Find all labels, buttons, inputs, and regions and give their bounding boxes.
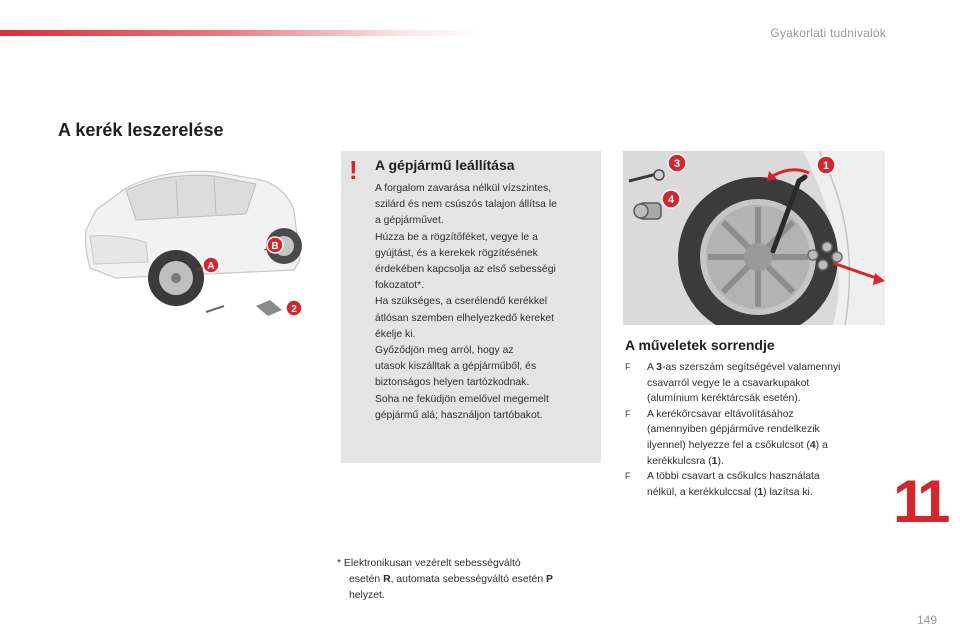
footnote-line: * Elektronikusan vezérelt sebességváltó [337, 558, 521, 569]
step-line: A többi csavart a csőkulcs használata [647, 471, 820, 483]
warning-line: átlósan szemben elhelyezkedő kereket [375, 312, 555, 324]
list-item [625, 407, 895, 469]
warning-line: fokozatot*. [375, 280, 425, 292]
header-accent-bar [0, 30, 480, 36]
step-line: A 3-as szerszám segítségével valamennyi [647, 362, 841, 373]
wheel-callout-1: 1 [822, 160, 830, 172]
car-callout-2: 2 [291, 304, 297, 315]
warning-line: Soha ne feküdjön emelővel megemelt [375, 393, 549, 405]
list-item [625, 360, 895, 407]
step-line: csavarról vegye le a csavarkupakot [647, 377, 810, 389]
chapter-number: 11 [893, 468, 945, 535]
warning-title: A gépjármű leállítása [375, 157, 515, 173]
step-line: A kerékőrcsavar eltávolításához [647, 408, 794, 420]
step-line: (alumínium keréktárcsák esetén). [647, 393, 801, 405]
step-line: (amennyiben gépjárműve rendelkezik [647, 424, 820, 436]
step-bullet-icon: F [625, 471, 631, 482]
steps-title: A műveletek sorrendje [625, 337, 775, 353]
car-callout-b: B [271, 241, 279, 252]
warning-line: gépjármű alá; használjon tartóbakot. [375, 409, 543, 421]
warning-line: Ha szükséges, a cserélendő kerékkel [375, 296, 548, 308]
warning-box [341, 151, 601, 463]
warning-line: gyújtást, és a kerekek rögzítésének [375, 247, 538, 259]
warning-body [375, 181, 595, 424]
step-line: nélkül, a kerékkulccsal (1) lazítsa ki. [647, 486, 813, 498]
footnote [337, 556, 607, 604]
warning-line: utasok kiszálltak a gépjárműből, és [375, 361, 537, 373]
car-illustration [56, 150, 306, 330]
warning-line: A forgalom zavarása nélkül vízszintes, [375, 183, 552, 194]
page-title: A kerék leszerelése [58, 120, 224, 140]
chapter-header-title: Gyakorlati tudnivalók [770, 26, 886, 40]
warning-line: érdekében kapcsolja az első sebességi [375, 264, 556, 276]
step-bullet-icon: F [625, 362, 631, 372]
warning-line: a gépjárművet. [375, 215, 444, 227]
warning-line: Győződjön meg arról, hogy az [375, 345, 514, 357]
warning-line: szilárd és nem csúszós talajon állítsa le [375, 199, 557, 211]
warning-line: biztonságos helyen tartózkodnak. [375, 377, 530, 389]
wheel-callout-4: 4 [667, 194, 675, 206]
wheel-illustration [623, 151, 885, 325]
list-item [625, 469, 895, 500]
wheel-callout-3: 3 [673, 158, 681, 170]
footnote-line: helyzet. [349, 590, 385, 601]
warning-exclamation-icon: ! [349, 155, 358, 185]
step-line: ilyennel) helyezze fel a csőkulcsot (4) a [647, 439, 828, 451]
footnote-line: esetén R, automata sebességváltó esetén P [349, 574, 553, 585]
step-line: kerékkulcsra (1). [647, 455, 724, 467]
steps-list [625, 360, 895, 500]
page-number: 149 [917, 613, 938, 627]
warning-line: ékelje ki. [375, 328, 416, 340]
warning-line: Húzza be a rögzítőféket, vegye le a [375, 231, 538, 243]
car-callout-a: A [207, 261, 215, 272]
step-bullet-icon: F [625, 408, 631, 419]
